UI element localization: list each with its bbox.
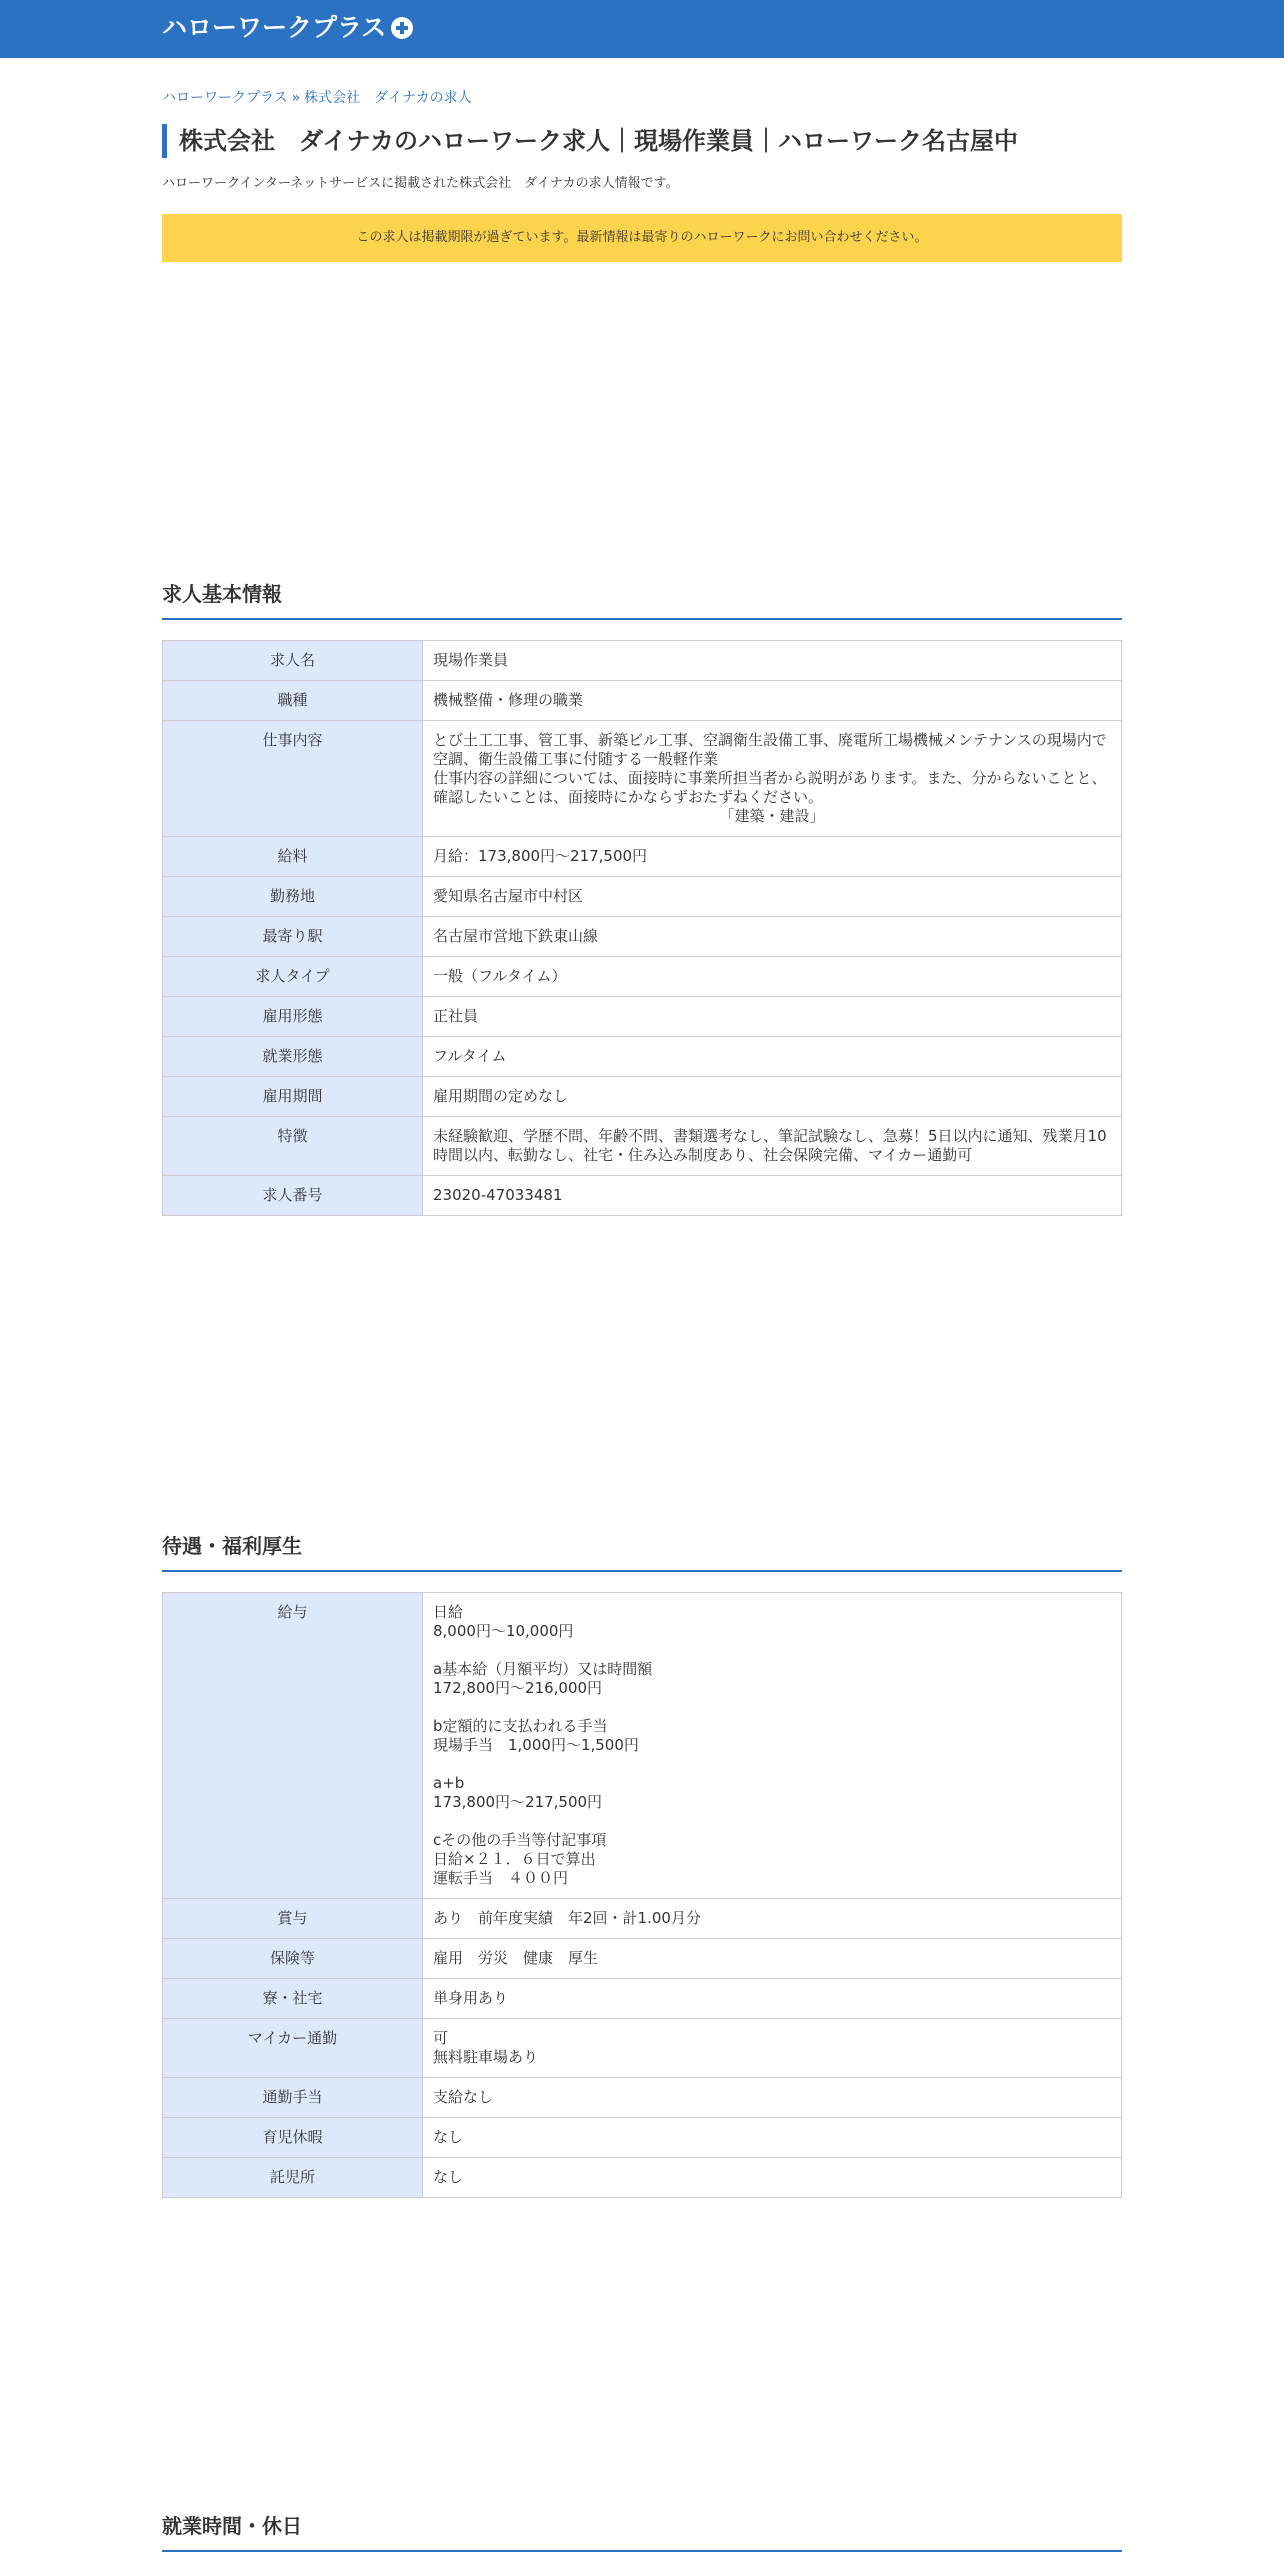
- table-row: [163, 1037, 1122, 1077]
- row-value: 正社員: [423, 997, 1122, 1037]
- row-value: 現場作業員: [423, 641, 1122, 681]
- row-label: 給料: [163, 837, 423, 877]
- basic-info-table: [162, 640, 1122, 1216]
- row-value: フルタイム: [423, 1037, 1122, 1077]
- row-value: なし: [423, 2118, 1122, 2158]
- welfare-table: [162, 1592, 1122, 2198]
- site-logo-text: ハローワークプラス: [162, 13, 387, 42]
- table-row: [163, 2118, 1122, 2158]
- row-value: 月給：173,800円～217,500円: [423, 837, 1122, 877]
- row-label: 育児休暇: [163, 2118, 423, 2158]
- row-label: 求人番号: [163, 1176, 423, 1216]
- table-row: [163, 877, 1122, 917]
- row-value: 未経験歓迎、学歴不問、年齢不問、書類選考なし、筆記試験なし、急募！5日以内に通知、残業月10時間以内、転勤なし、社宅・住み込み制度あり、社会保険完備、マイカー通勤可: [423, 1117, 1122, 1176]
- row-label: 寮・社宅: [163, 1979, 423, 2019]
- table-row: [163, 1899, 1122, 1939]
- row-label: 最寄り駅: [163, 917, 423, 957]
- row-label: 勤務地: [163, 877, 423, 917]
- row-value: 単身用あり: [423, 1979, 1122, 2019]
- row-label: 就業形態: [163, 1037, 423, 1077]
- page-intro: ハローワークインターネットサービスに掲載された株式会社 ダイナカの求人情報です。: [162, 176, 679, 191]
- basic-info-heading: 求人基本情報: [162, 580, 1122, 620]
- table-row: [163, 837, 1122, 877]
- job-description-cell: [423, 721, 1122, 837]
- row-label: 雇用期間: [163, 1077, 423, 1117]
- row-value: 愛知県名古屋市中村区: [423, 877, 1122, 917]
- table-row: [163, 681, 1122, 721]
- row-value: 雇用 労災 健康 厚生: [423, 1939, 1122, 1979]
- site-logo[interactable]: [162, 12, 414, 44]
- row-label: マイカー通勤: [163, 2019, 423, 2078]
- job-description-text: とび土工工事、管工事、新築ビル工事、空調衛生設備工事、廃電所工場機械メンテナンスの現場内で空調、衛生設備工事に付随する一般軽作業 仕事内容の詳細については、面接時に事業所担当者から説明があります。また、分からないことと、確認したいことは、面接時にかならずおたずねください。: [433, 731, 1107, 806]
- row-value: 可 無料駐車場あり: [423, 2019, 1122, 2078]
- table-row: [163, 997, 1122, 1037]
- row-value: なし: [423, 2158, 1122, 2198]
- table-row: [163, 2078, 1122, 2118]
- job-category-note: 「建築・建設」: [719, 807, 825, 825]
- expired-notice-banner: この求人は掲載期限が過ぎています。最新情報は最寄りのハローワークにお問い合わせください。: [162, 214, 1122, 262]
- welfare-heading: 待遇・福利厚生: [162, 1532, 1122, 1572]
- row-label: 特徴: [163, 1117, 423, 1176]
- basic-info-section: [162, 580, 1122, 1216]
- hours-section: [162, 2512, 1122, 2552]
- table-row: [163, 1593, 1122, 1899]
- table-row: [163, 957, 1122, 997]
- row-value: 支給なし: [423, 2078, 1122, 2118]
- table-row: [163, 721, 1122, 837]
- table-row: [163, 1979, 1122, 2019]
- row-label: 求人タイプ: [163, 957, 423, 997]
- row-label: 保険等: [163, 1939, 423, 1979]
- row-label: 求人名: [163, 641, 423, 681]
- welfare-section: [162, 1532, 1122, 2198]
- table-row: [163, 1176, 1122, 1216]
- row-value: あり 前年度実績 年2回・計1.00月分: [423, 1899, 1122, 1939]
- breadcrumb-home-link[interactable]: ハローワークプラス: [162, 90, 288, 106]
- row-label: 仕事内容: [163, 721, 423, 837]
- row-label: 雇用形態: [163, 997, 423, 1037]
- row-value: 日給 8,000円～10,000円 a基本給（月額平均）又は時間額 172,800円～216,000円 b定額的に支払われる手当 現場手当 1,000円～1,500円 a+b 173,800円～217,500円 cその他の手当等付記事項 日給×２１．６日で算出 運転手当 ４００円: [423, 1593, 1122, 1899]
- row-label: 給与: [163, 1593, 423, 1899]
- breadcrumb: [162, 88, 1122, 108]
- row-label: 通勤手当: [163, 2078, 423, 2118]
- table-row: [163, 2158, 1122, 2198]
- row-value: 名古屋市営地下鉄東山線: [423, 917, 1122, 957]
- row-value: 雇用期間の定めなし: [423, 1077, 1122, 1117]
- table-row: [163, 641, 1122, 681]
- page-title: 株式会社 ダイナカのハローワーク求人｜現場作業員｜ハローワーク名古屋中: [162, 124, 1122, 158]
- site-header: [0, 0, 1284, 58]
- table-row: [163, 1077, 1122, 1117]
- plus-circle-icon: [390, 16, 414, 40]
- breadcrumb-current-link[interactable]: 株式会社 ダイナカの求人: [304, 90, 472, 106]
- row-label: 託児所: [163, 2158, 423, 2198]
- row-value: 一般（フルタイム）: [423, 957, 1122, 997]
- breadcrumb-separator: »: [291, 90, 301, 106]
- table-row: [163, 1117, 1122, 1176]
- row-label: 職種: [163, 681, 423, 721]
- table-row: [163, 1939, 1122, 1979]
- row-value: 23020-47033481: [423, 1176, 1122, 1216]
- row-value: 機械整備・修理の職業: [423, 681, 1122, 721]
- hours-heading: 就業時間・休日: [162, 2512, 1122, 2552]
- row-label: 賞与: [163, 1899, 423, 1939]
- table-row: [163, 917, 1122, 957]
- table-row: [163, 2019, 1122, 2078]
